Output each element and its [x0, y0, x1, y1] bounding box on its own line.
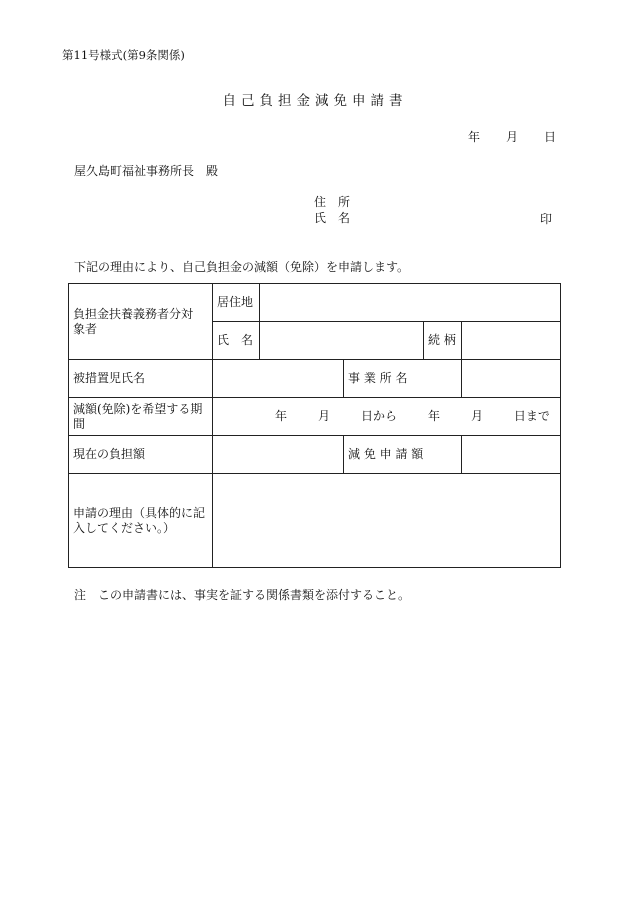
child-name-field[interactable] [213, 360, 344, 398]
period-from-day: 日から [360, 409, 397, 423]
obligor-label: 負担金扶養義務者分対象者 [73, 306, 194, 336]
period-label: 減額(免除)を希望する期間 [73, 401, 203, 431]
current-burden-label: 現在の負担額 [69, 436, 213, 474]
date-month-label: 月 [505, 130, 518, 144]
reduction-amount-field[interactable] [462, 436, 561, 474]
reason-label: 申請の理由（具体的に記入してください。） [73, 505, 206, 535]
period-dates [217, 409, 556, 424]
period-label-cell [69, 398, 213, 436]
obligor-label-cell [69, 284, 213, 360]
date-line [442, 128, 556, 145]
reason-label-cell [69, 474, 213, 568]
applicant-address-label: 住 所 [314, 195, 351, 209]
intro-text: 下記の理由により、自己負担金の減額（免除）を申請します。 [74, 260, 410, 274]
form-number: 第11号様式(第9条関係) [62, 48, 185, 62]
page-title: 自己負担金減免申請書 [222, 93, 408, 109]
period-from-year: 年 [275, 409, 288, 423]
residence-field[interactable] [260, 284, 561, 322]
relationship-field[interactable] [462, 322, 561, 360]
seal-label: 印 [540, 212, 553, 226]
applicant-name-label: 氏 名 [314, 211, 351, 225]
date-day-label: 日 [543, 130, 556, 144]
relationship-label: 続 柄 [424, 322, 462, 360]
period-field[interactable] [213, 398, 561, 436]
facility-label: 事 業 所 名 [344, 360, 462, 398]
current-burden-field[interactable] [213, 436, 344, 474]
residence-label: 居住地 [213, 284, 260, 322]
addressee: 屋久島町福祉事務所長 殿 [74, 164, 219, 178]
period-to-day: 日まで [513, 409, 550, 423]
facility-field[interactable] [462, 360, 561, 398]
period-to-year: 年 [427, 409, 440, 423]
period-to-month: 月 [470, 409, 483, 423]
period-from-month: 月 [317, 409, 330, 423]
applicant-block [314, 194, 350, 226]
child-name-label: 被措置児氏名 [69, 360, 213, 398]
reduction-amount-label: 減 免 申 請 額 [344, 436, 462, 474]
reason-field[interactable] [213, 474, 561, 568]
footnote: 注 この申請書には、事実を証する関係書類を添付すること。 [74, 588, 411, 602]
application-table [68, 283, 561, 568]
date-year-label: 年 [467, 130, 480, 144]
obligor-name-field[interactable] [260, 322, 424, 360]
obligor-name-label: 氏 名 [213, 322, 260, 360]
